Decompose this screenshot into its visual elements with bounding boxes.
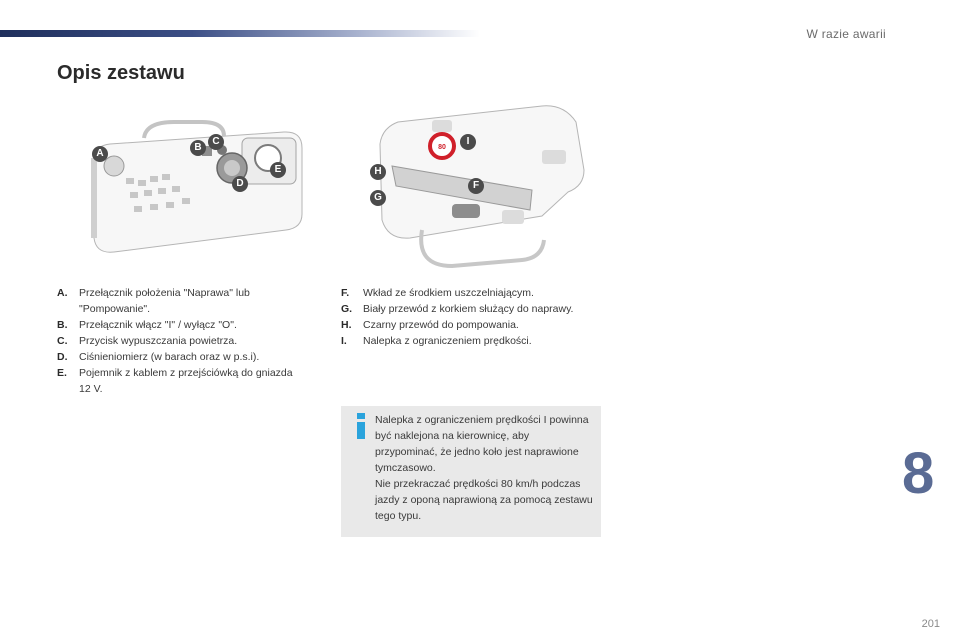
legend-text: Nalepka z ograniczeniem prędkości. [363, 335, 532, 347]
legend-text: Wkład ze środkiem uszczelniającym. [363, 287, 534, 299]
label-h: H [370, 164, 386, 180]
legend-left [57, 285, 307, 397]
legend-letter: F. [341, 287, 350, 299]
legend-item-d [57, 349, 307, 365]
legend-text: Biały przewód z korkiem służący do naprawy. [363, 303, 574, 315]
legend-letter: H. [341, 319, 352, 331]
legend-letter: A. [57, 287, 68, 299]
legend-right [341, 285, 591, 349]
info-box [341, 406, 601, 537]
page-title: Opis zestawu [57, 62, 185, 84]
legend-text: Przełącznik położenia "Naprawa" lub "Pompowanie". [79, 287, 250, 315]
legend-letter: E. [57, 367, 67, 379]
chapter-title: W razie awarii [806, 27, 886, 41]
label-a: A [92, 146, 108, 162]
legend-text: Ciśnieniomierz (w barach oraz w p.s.i). [79, 351, 260, 363]
info-text-paragraph-1: Nalepka z ograniczeniem prędkości I powinna być naklejona na kierownicę, aby przypominać, że jedno koło jest naprawione tymczasowo. [375, 414, 589, 474]
legend-text: Czarny przewód do pompowania. [363, 319, 519, 331]
legend-item-c [57, 333, 307, 349]
legend-item-a [57, 285, 307, 317]
legend-letter: G. [341, 303, 353, 315]
svg-text:80: 80 [438, 144, 446, 151]
repair-kit-top-drawing [74, 118, 314, 260]
label-b: B [190, 140, 206, 156]
label-g: G [370, 190, 386, 206]
chapter-number: 8 [902, 441, 935, 506]
info-text-paragraph-2: Nie przekraczać prędkości 80 km/h podczas jazdy z oponą naprawioną za pomocą zestawu tego typu. [375, 478, 593, 522]
legend-letter: C. [57, 335, 68, 347]
info-icon [355, 413, 367, 439]
legend-text: Pojemnik z kablem z przejściówką do gniazda 12 V. [79, 367, 293, 395]
repair-kit-bottom-illustration [352, 100, 594, 270]
legend-letter: B. [57, 319, 68, 331]
legend-text: Przełącznik włącz "I" / wyłącz "O". [79, 319, 237, 331]
legend-item-b [57, 317, 307, 333]
legend-item-h [341, 317, 591, 333]
label-e: E [270, 162, 286, 178]
label-d: D [232, 176, 248, 192]
header-accent-bar [0, 30, 480, 37]
label-i: I [460, 134, 476, 150]
repair-kit-top-illustration [74, 118, 314, 260]
legend-letter: D. [57, 351, 68, 363]
legend-item-g [341, 301, 591, 317]
page-number: 201 [921, 618, 940, 630]
legend-item-i [341, 333, 591, 349]
legend-text: Przycisk wypuszczania powietrza. [79, 335, 238, 347]
label-c: C [208, 134, 224, 150]
info-text [375, 412, 593, 524]
legend-letter: I. [341, 335, 347, 347]
legend-item-f [341, 285, 591, 301]
legend-item-e [57, 365, 307, 397]
label-f: F [468, 178, 484, 194]
